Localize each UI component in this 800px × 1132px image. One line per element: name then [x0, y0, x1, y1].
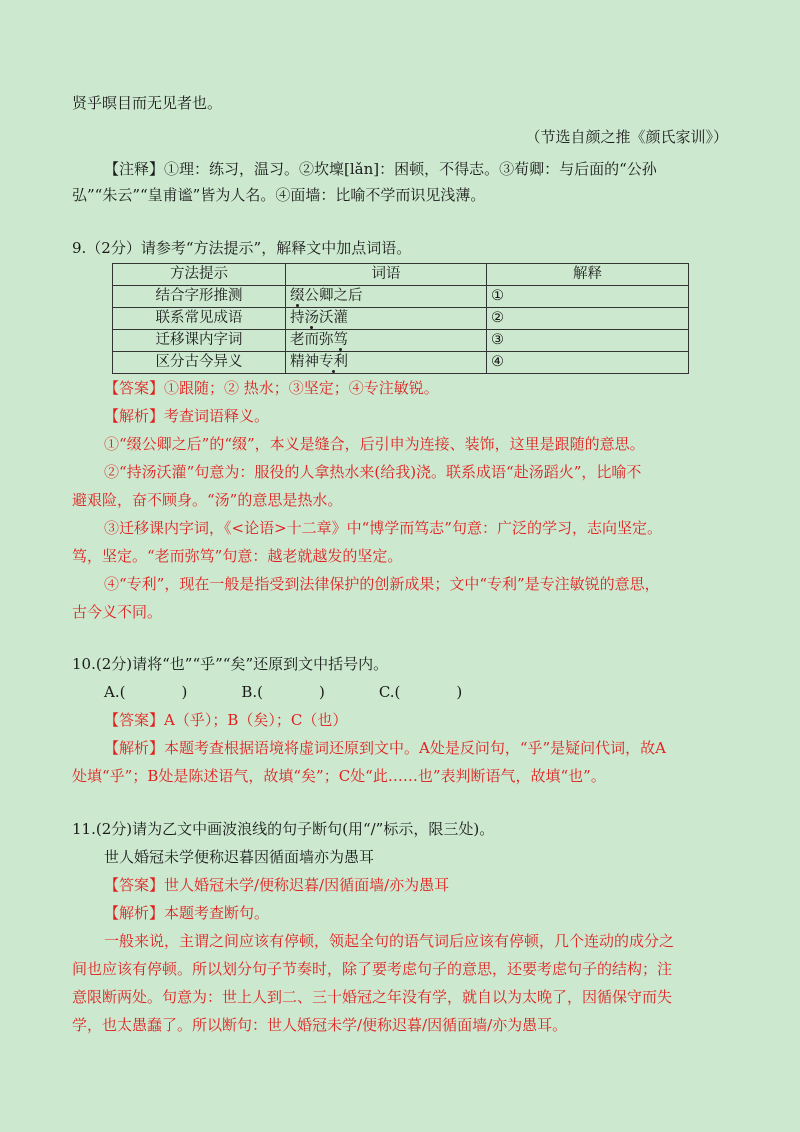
q11-stem: 11.(2分)请为乙文中画波浪线的句子断句(用“/”标示，限三处)。: [72, 820, 495, 838]
note-label: 【注释】: [104, 160, 165, 178]
option-c: C.(: [378, 683, 401, 701]
q11-analysis-1: 一般来说，主谓之间应该有停顿，领起全句的语气词后应该有停顿，几个连动的成分之: [104, 932, 675, 950]
q10-answer: 【答案】A（乎）；B（矣）；C（也）: [104, 711, 348, 729]
q11-analysis-label: 【解析】本题考查断句。: [104, 904, 270, 922]
header-method: 方法提示: [113, 264, 286, 286]
q9-stem: 9.（2分）请参考“方法提示”，解释文中加点词语。: [72, 239, 412, 257]
q9-analysis-2a: ②“持汤沃灌”句意为：服役的人拿热水来(给我)浇。联系成语“赴汤蹈火”，比喻不: [104, 463, 642, 481]
q10-stem: 10.(2分)请将“也”“乎”“矣”还原到文中括号内。: [72, 655, 389, 673]
q9-analysis-3a: ③迁移课内字词，《<论语>十二章》中“博学而笃志”句意：广泛的学习，志向坚定。: [104, 519, 662, 537]
q11-answer: 【答案】世人婚冠未学/便称迟暮/因循面墙/亦为愚耳: [104, 876, 450, 894]
q9-analysis-3b: 笃，坚定。“老而弥笃”句意：越老就越发的坚定。: [72, 547, 403, 565]
header-explain: 解释: [487, 264, 689, 286]
q9-analysis-2b: 避艰险，奋不顾身。“汤”的意思是热水。: [72, 491, 343, 509]
q10-analysis-2: 处填“乎”；B处是陈述语气，故填“矣”；C处“此……也”表判断语气，故填“也”。: [72, 767, 606, 785]
passage-last-line: 贤乎暝目而无见者也。: [72, 94, 223, 112]
q10-options: A.( ) B.( ) C.( ): [104, 683, 463, 701]
q9-analysis-1: ①“缀公卿之后”的“缀”，本义是缝合，后引申为连接、装饰，这里是跟随的意思。: [104, 435, 645, 453]
dotted-word: 汤: [304, 310, 319, 326]
dotted-word: 笃: [333, 332, 348, 348]
method-table: [112, 263, 689, 374]
q9-answer: 【答案】①跟随；② 热水；③坚定；④专注敏锐。: [104, 379, 439, 397]
table-row: 迁移课内字词 老而弥笃 ③: [113, 330, 689, 352]
q11-analysis-4: 学，也太愚蠢了。所以断句：世人婚冠未学/便称迟暮/因循面墙/亦为愚耳。: [72, 1016, 568, 1034]
dotted-word: 缀: [290, 288, 305, 304]
q10-analysis-1: 【解析】本题考查根据语境将虚词还原到文中。A处是反问句，“乎”是疑问代词，故A: [104, 739, 667, 757]
q9-analysis-4a: ④“专利”，现在一般是指受到法律保护的创新成果；文中“专利”是专注敏锐的意思，: [104, 575, 660, 593]
q9-analysis-label: 【解析】考查词语释义。: [104, 407, 270, 425]
passage-note-line1: 【注释】①理：练习，温习。②坎壈[lǎn]：困顿，不得志。③荀卿：与后面的“公孙: [104, 160, 657, 178]
table-row: 结合字形推测 缀公卿之后 ①: [113, 286, 689, 308]
passage-note-line2: 弘”“朱云”“皇甫谧”皆为人名。④面墙：比喻不学而识见浅薄。: [72, 186, 486, 204]
q11-analysis-3: 意限断两处。句意为：世上人到二、三十婚冠之年没有学，就自以为太晚了，因循保守而失: [72, 988, 673, 1006]
header-word: 词语: [286, 264, 487, 286]
method-table-header: [113, 264, 689, 286]
table-row: 联系常见成语 持汤沃灌 ②: [113, 308, 689, 330]
q9-analysis-4b: 古今义不同。: [72, 603, 163, 621]
option-a: A.(: [104, 683, 126, 701]
passage-source: （节选自颜之推《颜氏家训》）: [525, 128, 728, 146]
dotted-word: 专利: [319, 354, 348, 370]
q11-sentence: 世人婚冠未学便称迟暮因循面墙亦为愚耳: [104, 848, 375, 866]
q11-analysis-2: 间也应该有停顿。所以划分句子节奏时，除了要考虑句子的意思，还要考虑句子的结构；注: [72, 960, 673, 978]
option-b: B.(: [241, 683, 263, 701]
table-row: 区分古今异义 精神专利 ④: [113, 352, 689, 374]
